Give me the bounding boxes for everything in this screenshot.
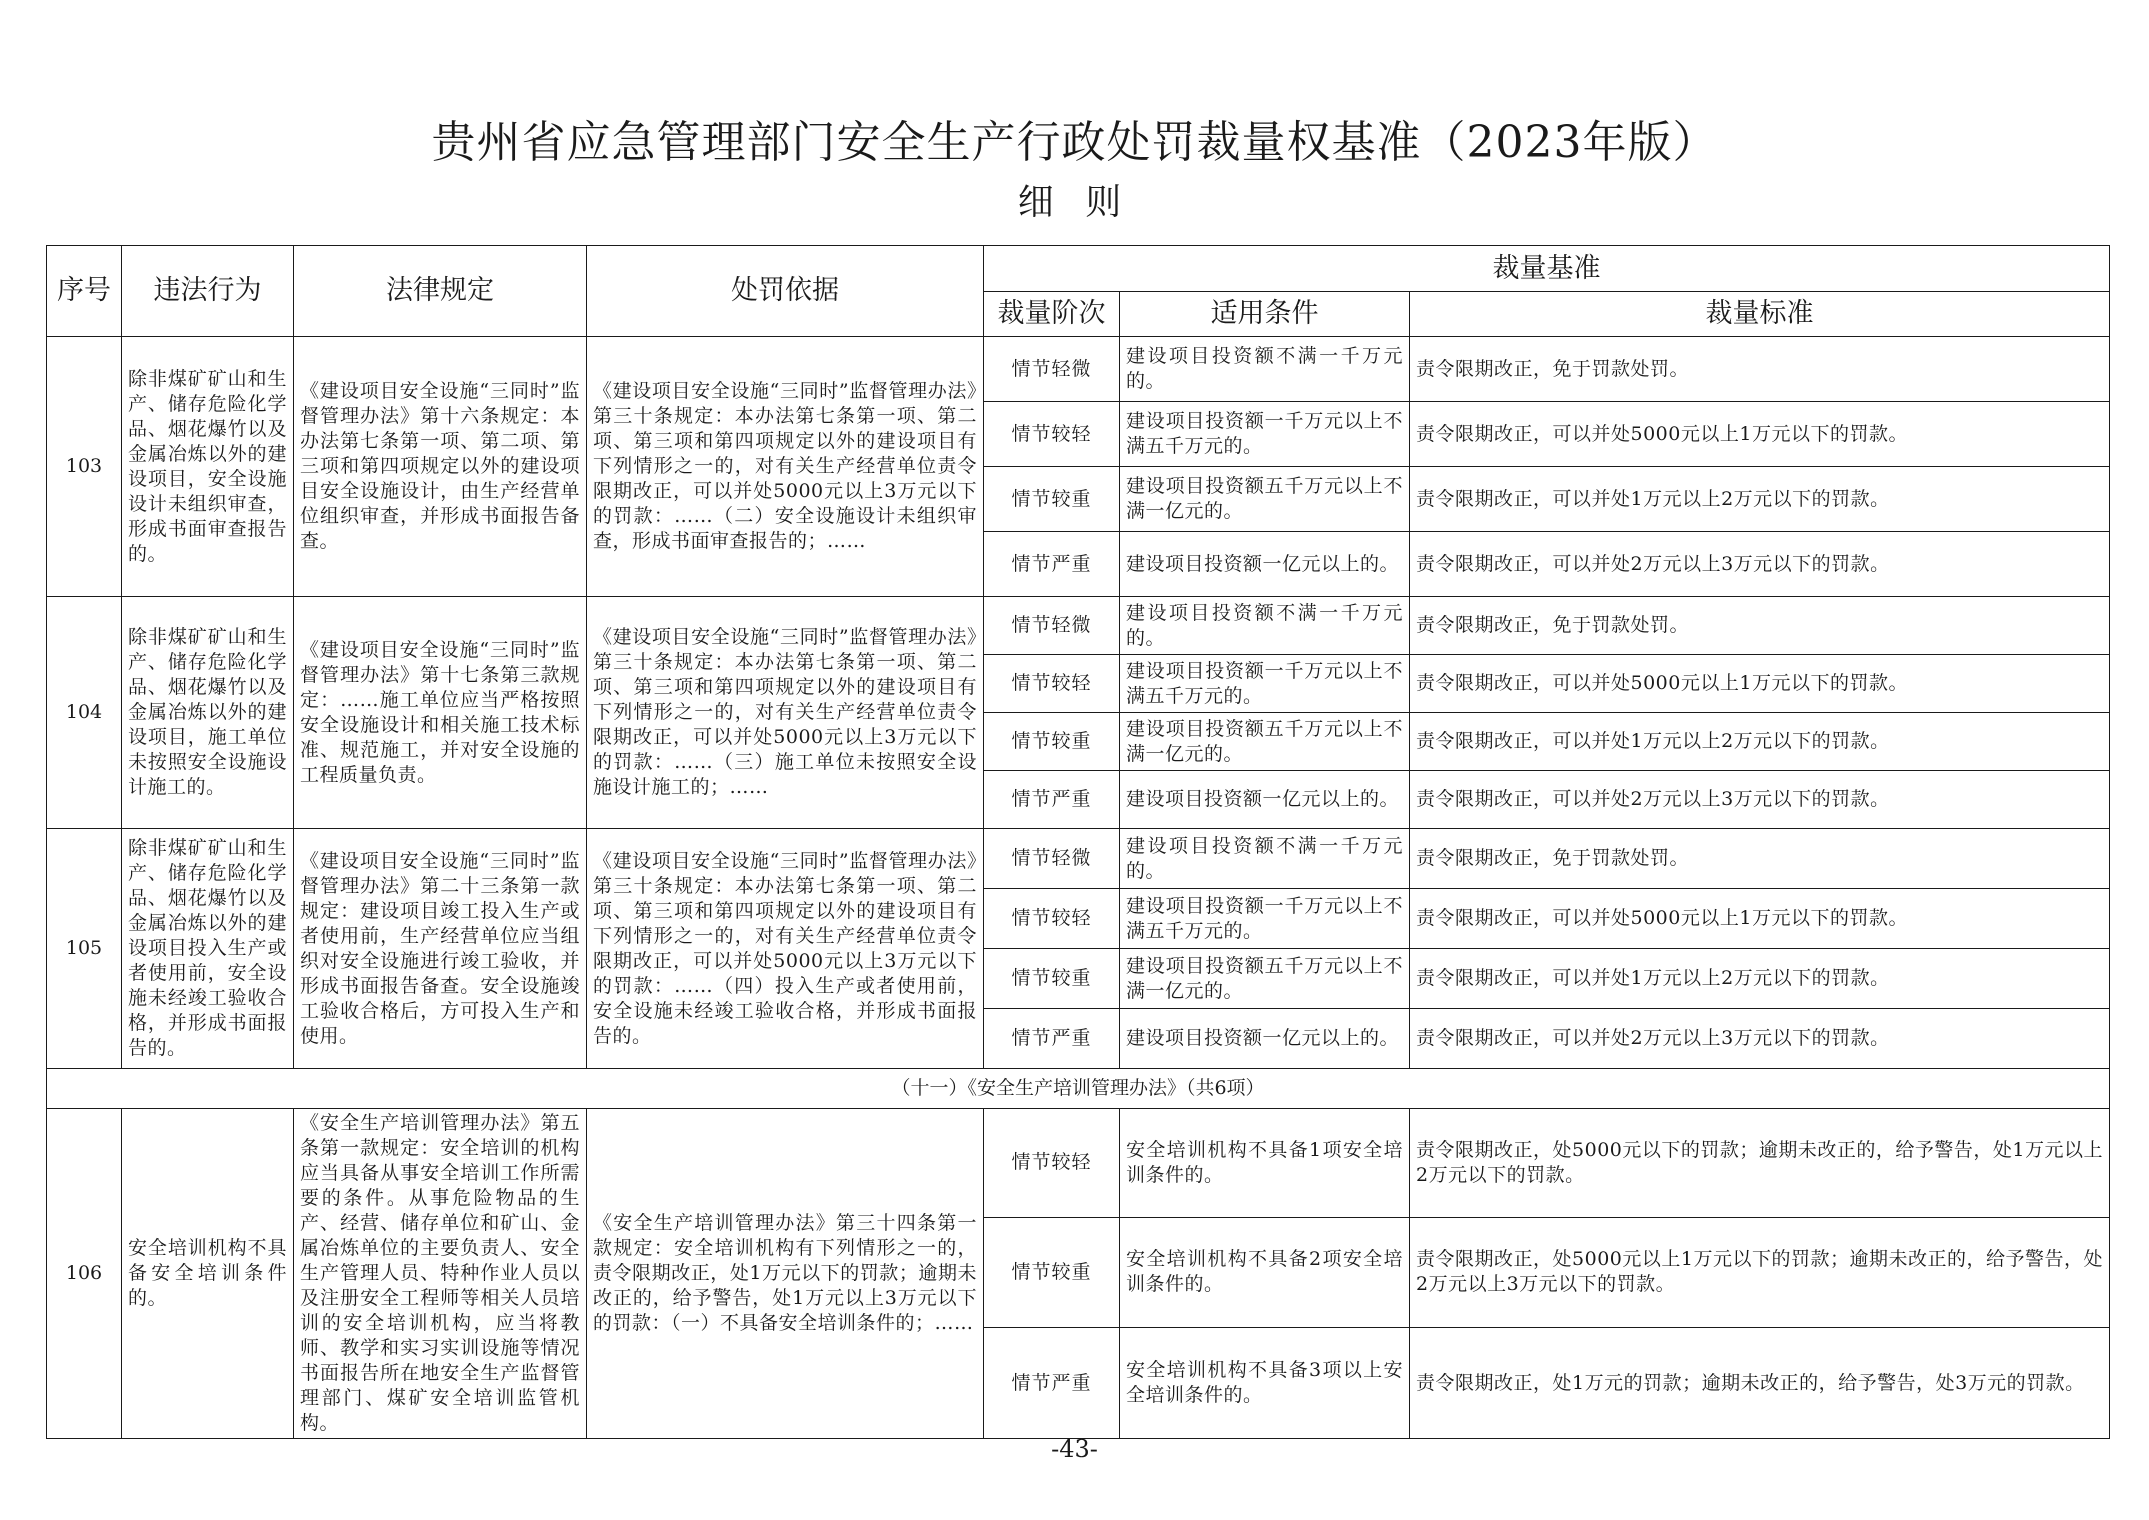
level-standard: 责令限期改正，可以并处1万元以上2万元以下的罚款。 xyxy=(1410,467,2110,532)
row-seq: 103 xyxy=(47,337,122,597)
header-law: 法律规定 xyxy=(294,246,587,337)
penalty-standards-table xyxy=(46,245,2110,1439)
row-seq: 106 xyxy=(47,1109,122,1439)
level-condition: 建设项目投资额一亿元以上的。 xyxy=(1120,771,1410,829)
level-condition: 建设项目投资额不满一千万元的。 xyxy=(1120,829,1410,889)
level-standard: 责令限期改正，处1万元的罚款；逾期未改正的，给予警告，处3万元的罚款。 xyxy=(1410,1328,2110,1439)
row-violation: 安全培训机构不具备安全培训条件的。 xyxy=(122,1109,294,1439)
row-violation: 除非煤矿矿山和生产、储存危险化学品、烟花爆竹以及金属冶炼以外的建设项目投入生产或者使用前，安全设施未经竣工验收合格，并形成书面报告的。 xyxy=(122,829,294,1069)
level-condition: 建设项目投资额一千万元以上不满五千万元的。 xyxy=(1120,889,1410,949)
level-condition: 安全培训机构不具备2项安全培训条件的。 xyxy=(1120,1217,1410,1328)
level-tier: 情节较轻 xyxy=(984,655,1120,713)
table-row xyxy=(47,1109,2110,1218)
level-condition: 建设项目投资额不满一千万元的。 xyxy=(1120,597,1410,655)
level-tier: 情节较重 xyxy=(984,949,1120,1009)
page-number: -43- xyxy=(1051,1435,1098,1463)
level-standard: 责令限期改正，可以并处5000元以上1万元以下的罚款。 xyxy=(1410,889,2110,949)
level-standard: 责令限期改正，可以并处2万元以上3万元以下的罚款。 xyxy=(1410,532,2110,597)
level-standard: 责令限期改正，可以并处5000元以上1万元以下的罚款。 xyxy=(1410,402,2110,467)
document-title: 贵州省应急管理部门安全生产行政处罚裁量权基准（2023年版） xyxy=(431,117,1718,168)
level-tier: 情节严重 xyxy=(984,1328,1120,1439)
level-tier: 情节较重 xyxy=(984,713,1120,771)
header-seq: 序号 xyxy=(47,246,122,337)
level-tier: 情节轻微 xyxy=(984,829,1120,889)
header-violation: 违法行为 xyxy=(122,246,294,337)
table-row xyxy=(47,337,2110,402)
level-standard: 责令限期改正，免于罚款处罚。 xyxy=(1410,597,2110,655)
row-basis: 《建设项目安全设施“三同时”监督管理办法》第三十条规定：本办法第七条第一项、第二项、第三项和第四项规定以外的建设项目有下列情形之一的，对有关生产经营单位责令限期改正，可以并处5000元以上3万元以下的罚款：……（三）施工单位未按照安全设施设计施工的；…… xyxy=(587,597,984,829)
row-violation: 除非煤矿矿山和生产、储存危险化学品、烟花爆竹以及金属冶炼以外的建设项目，施工单位未按照安全设施设计施工的。 xyxy=(122,597,294,829)
level-standard: 责令限期改正，可以并处2万元以上3万元以下的罚款。 xyxy=(1410,771,2110,829)
header-standard: 裁量标准 xyxy=(1410,292,2110,337)
level-condition: 建设项目投资额一千万元以上不满五千万元的。 xyxy=(1120,655,1410,713)
level-standard: 责令限期改正，可以并处1万元以上2万元以下的罚款。 xyxy=(1410,949,2110,1009)
document-subtitle: 细 则 xyxy=(1017,182,1132,223)
level-tier: 情节轻微 xyxy=(984,337,1120,402)
level-standard: 责令限期改正，可以并处2万元以上3万元以下的罚款。 xyxy=(1410,1009,2110,1069)
level-tier: 情节较轻 xyxy=(984,1109,1120,1218)
level-condition: 建设项目投资额不满一千万元的。 xyxy=(1120,337,1410,402)
row-seq: 105 xyxy=(47,829,122,1069)
level-standard: 责令限期改正，可以并处5000元以上1万元以下的罚款。 xyxy=(1410,655,2110,713)
level-standard: 责令限期改正，可以并处1万元以上2万元以下的罚款。 xyxy=(1410,713,2110,771)
row-law: 《建设项目安全设施“三同时”监督管理办法》第十七条第三款规定：……施工单位应当严格按照安全设施设计和相关施工技术标准、规范施工，并对安全设施的工程质量负责。 xyxy=(294,597,587,829)
level-tier: 情节较重 xyxy=(984,467,1120,532)
level-tier: 情节较轻 xyxy=(984,402,1120,467)
row-violation: 除非煤矿矿山和生产、储存危险化学品、烟花爆竹以及金属冶炼以外的建设项目，安全设施设计未组织审查，形成书面审查报告的。 xyxy=(122,337,294,597)
table-row xyxy=(47,597,2110,655)
level-condition: 建设项目投资额五千万元以上不满一亿元的。 xyxy=(1120,949,1410,1009)
level-tier: 情节较重 xyxy=(984,1217,1120,1328)
level-standard: 责令限期改正，免于罚款处罚。 xyxy=(1410,829,2110,889)
header-condition: 适用条件 xyxy=(1120,292,1410,337)
level-condition: 建设项目投资额一亿元以上的。 xyxy=(1120,532,1410,597)
level-condition: 安全培训机构不具备3项以上安全培训条件的。 xyxy=(1120,1328,1410,1439)
level-standard: 责令限期改正，免于罚款处罚。 xyxy=(1410,337,2110,402)
level-tier: 情节轻微 xyxy=(984,597,1120,655)
level-condition: 建设项目投资额五千万元以上不满一亿元的。 xyxy=(1120,467,1410,532)
level-standard: 责令限期改正，处5000元以下的罚款；逾期未改正的，给予警告，处1万元以上2万元以下的罚款。 xyxy=(1410,1109,2110,1218)
section-header: （十一）《安全生产培训管理办法》（共6项） xyxy=(47,1069,2110,1109)
level-tier: 情节较轻 xyxy=(984,889,1120,949)
level-condition: 建设项目投资额五千万元以上不满一亿元的。 xyxy=(1120,713,1410,771)
header-tier: 裁量阶次 xyxy=(984,292,1120,337)
level-tier: 情节严重 xyxy=(984,532,1120,597)
section-row xyxy=(47,1069,2110,1109)
level-condition: 建设项目投资额一千万元以上不满五千万元的。 xyxy=(1120,402,1410,467)
row-law: 《安全生产培训管理办法》第五条第一款规定：安全培训的机构应当具备从事安全培训工作所需要的条件。从事危险物品的生产、经营、储存单位和矿山、金属冶炼单位的主要负责人、安全生产管理人员、特种作业人员以及注册安全工程师等相关人员培训的安全培训机构，应当将教师、教学和实习实训设施等情况书面报告所在地安全生产监督管理部门、煤矿安全培训监管机构。 xyxy=(294,1109,587,1439)
level-tier: 情节严重 xyxy=(984,771,1120,829)
header-basis: 处罚依据 xyxy=(587,246,984,337)
row-basis: 《安全生产培训管理办法》第三十四条第一款规定：安全培训机构有下列情形之一的，责令限期改正，处1万元以下的罚款；逾期未改正的，给予警告，处1万元以上3万元以下的罚款：（一）不具备安全培训条件的；…… xyxy=(587,1109,984,1439)
level-tier: 情节严重 xyxy=(984,1009,1120,1069)
row-law: 《建设项目安全设施“三同时”监督管理办法》第十六条规定：本办法第七条第一项、第二项、第三项和第四项规定以外的建设项目安全设施设计，由生产经营单位组织审查，并形成书面报告备查。 xyxy=(294,337,587,597)
row-law: 《建设项目安全设施“三同时”监督管理办法》第二十三条第一款规定：建设项目竣工投入生产或者使用前，生产经营单位应当组织对安全设施进行竣工验收，并形成书面报告备查。安全设施竣工验收合格后，方可投入生产和使用。 xyxy=(294,829,587,1069)
row-seq: 104 xyxy=(47,597,122,829)
level-condition: 建设项目投资额一亿元以上的。 xyxy=(1120,1009,1410,1069)
table-row xyxy=(47,829,2110,889)
row-basis: 《建设项目安全设施“三同时”监督管理办法》第三十条规定：本办法第七条第一项、第二项、第三项和第四项规定以外的建设项目有下列情形之一的，对有关生产经营单位责令限期改正，可以并处5000元以上3万元以下的罚款：……（二）安全设施设计未组织审查，形成书面审查报告的；…… xyxy=(587,337,984,597)
row-basis: 《建设项目安全设施“三同时”监督管理办法》第三十条规定：本办法第七条第一项、第二项、第三项和第四项规定以外的建设项目有下列情形之一的，对有关生产经营单位责令限期改正，可以并处5000元以上3万元以下的罚款：……（四）投入生产或者使用前，安全设施未经竣工验收合格，并形成书面报告的。 xyxy=(587,829,984,1069)
level-condition: 安全培训机构不具备1项安全培训条件的。 xyxy=(1120,1109,1410,1218)
header-group: 裁量基准 xyxy=(984,246,2110,292)
level-standard: 责令限期改正，处5000元以上1万元以下的罚款；逾期未改正的，给予警告，处2万元以上3万元以下的罚款。 xyxy=(1410,1217,2110,1328)
